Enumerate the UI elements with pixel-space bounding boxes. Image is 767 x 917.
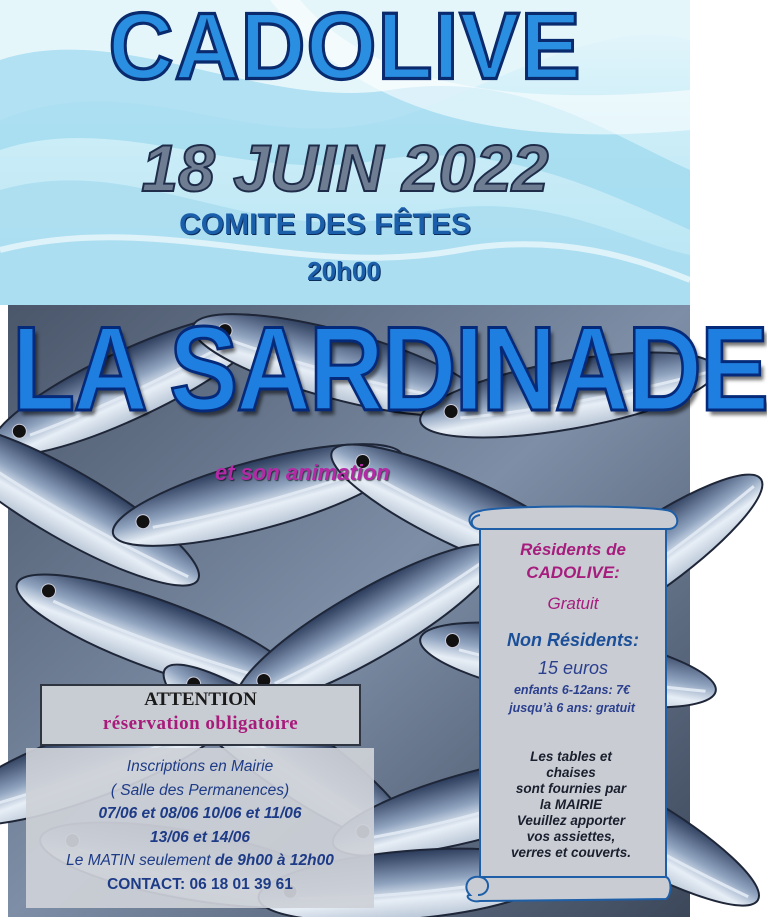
tables-note-line: Veuillez apporter [516,813,626,828]
registration-line: Inscriptions en Mairie [126,758,274,775]
event-date: 18 JUIN 2022 [141,131,549,205]
event-time: 20h00 [307,256,381,286]
town-name: CADOLIVE [108,0,582,100]
registration-info [26,748,374,908]
reservation-notice: réservation obligatoire [102,713,299,734]
event-title: LA SARDINADE [12,302,767,436]
tables-note-line: la MAIRIE [539,797,603,812]
attention-title: ATTENTION [144,689,257,710]
tables-note-line: sont fournies par [515,781,627,796]
residents-label [478,538,668,584]
contact-phone: CONTACT: 06 18 01 39 61 [107,875,293,893]
tables-note-line: chaises [546,765,596,780]
organizer: COMITE DES FÊTES [179,208,471,241]
registration-dates: 13/06 et 14/06 [150,828,250,846]
non-residents-price: 15 euros [537,658,609,678]
tables-note [476,749,666,861]
event-subtitle: et son animation [215,460,390,485]
registration-line: ( Salle des Permanences) [110,781,290,799]
tables-note-line: Les tables et [530,749,612,764]
toddler-price: jusqu’à 6 ans: gratuit [509,701,635,715]
non-residents-label: Non Résidents: [506,630,639,650]
residents-label-line1: Résidents de [520,540,626,559]
residents-label-line2: CADOLIVE: [526,563,620,582]
tables-note-line: verres et couverts. [510,845,632,860]
registration-hours [26,849,374,873]
tables-note-line: vos assiettes, [526,829,616,844]
children-price: enfants 6-12ans: 7€ [513,683,631,697]
pricing-scroll [458,503,680,913]
residents-price: Gratuit [547,594,599,613]
hours-range: de 9h00 à 12h00 [214,852,334,869]
hours-prefix: Le MATIN seulement [66,852,215,869]
registration-dates: 07/06 et 08/06 10/06 et 11/06 [98,805,302,822]
attention-box [40,684,361,746]
